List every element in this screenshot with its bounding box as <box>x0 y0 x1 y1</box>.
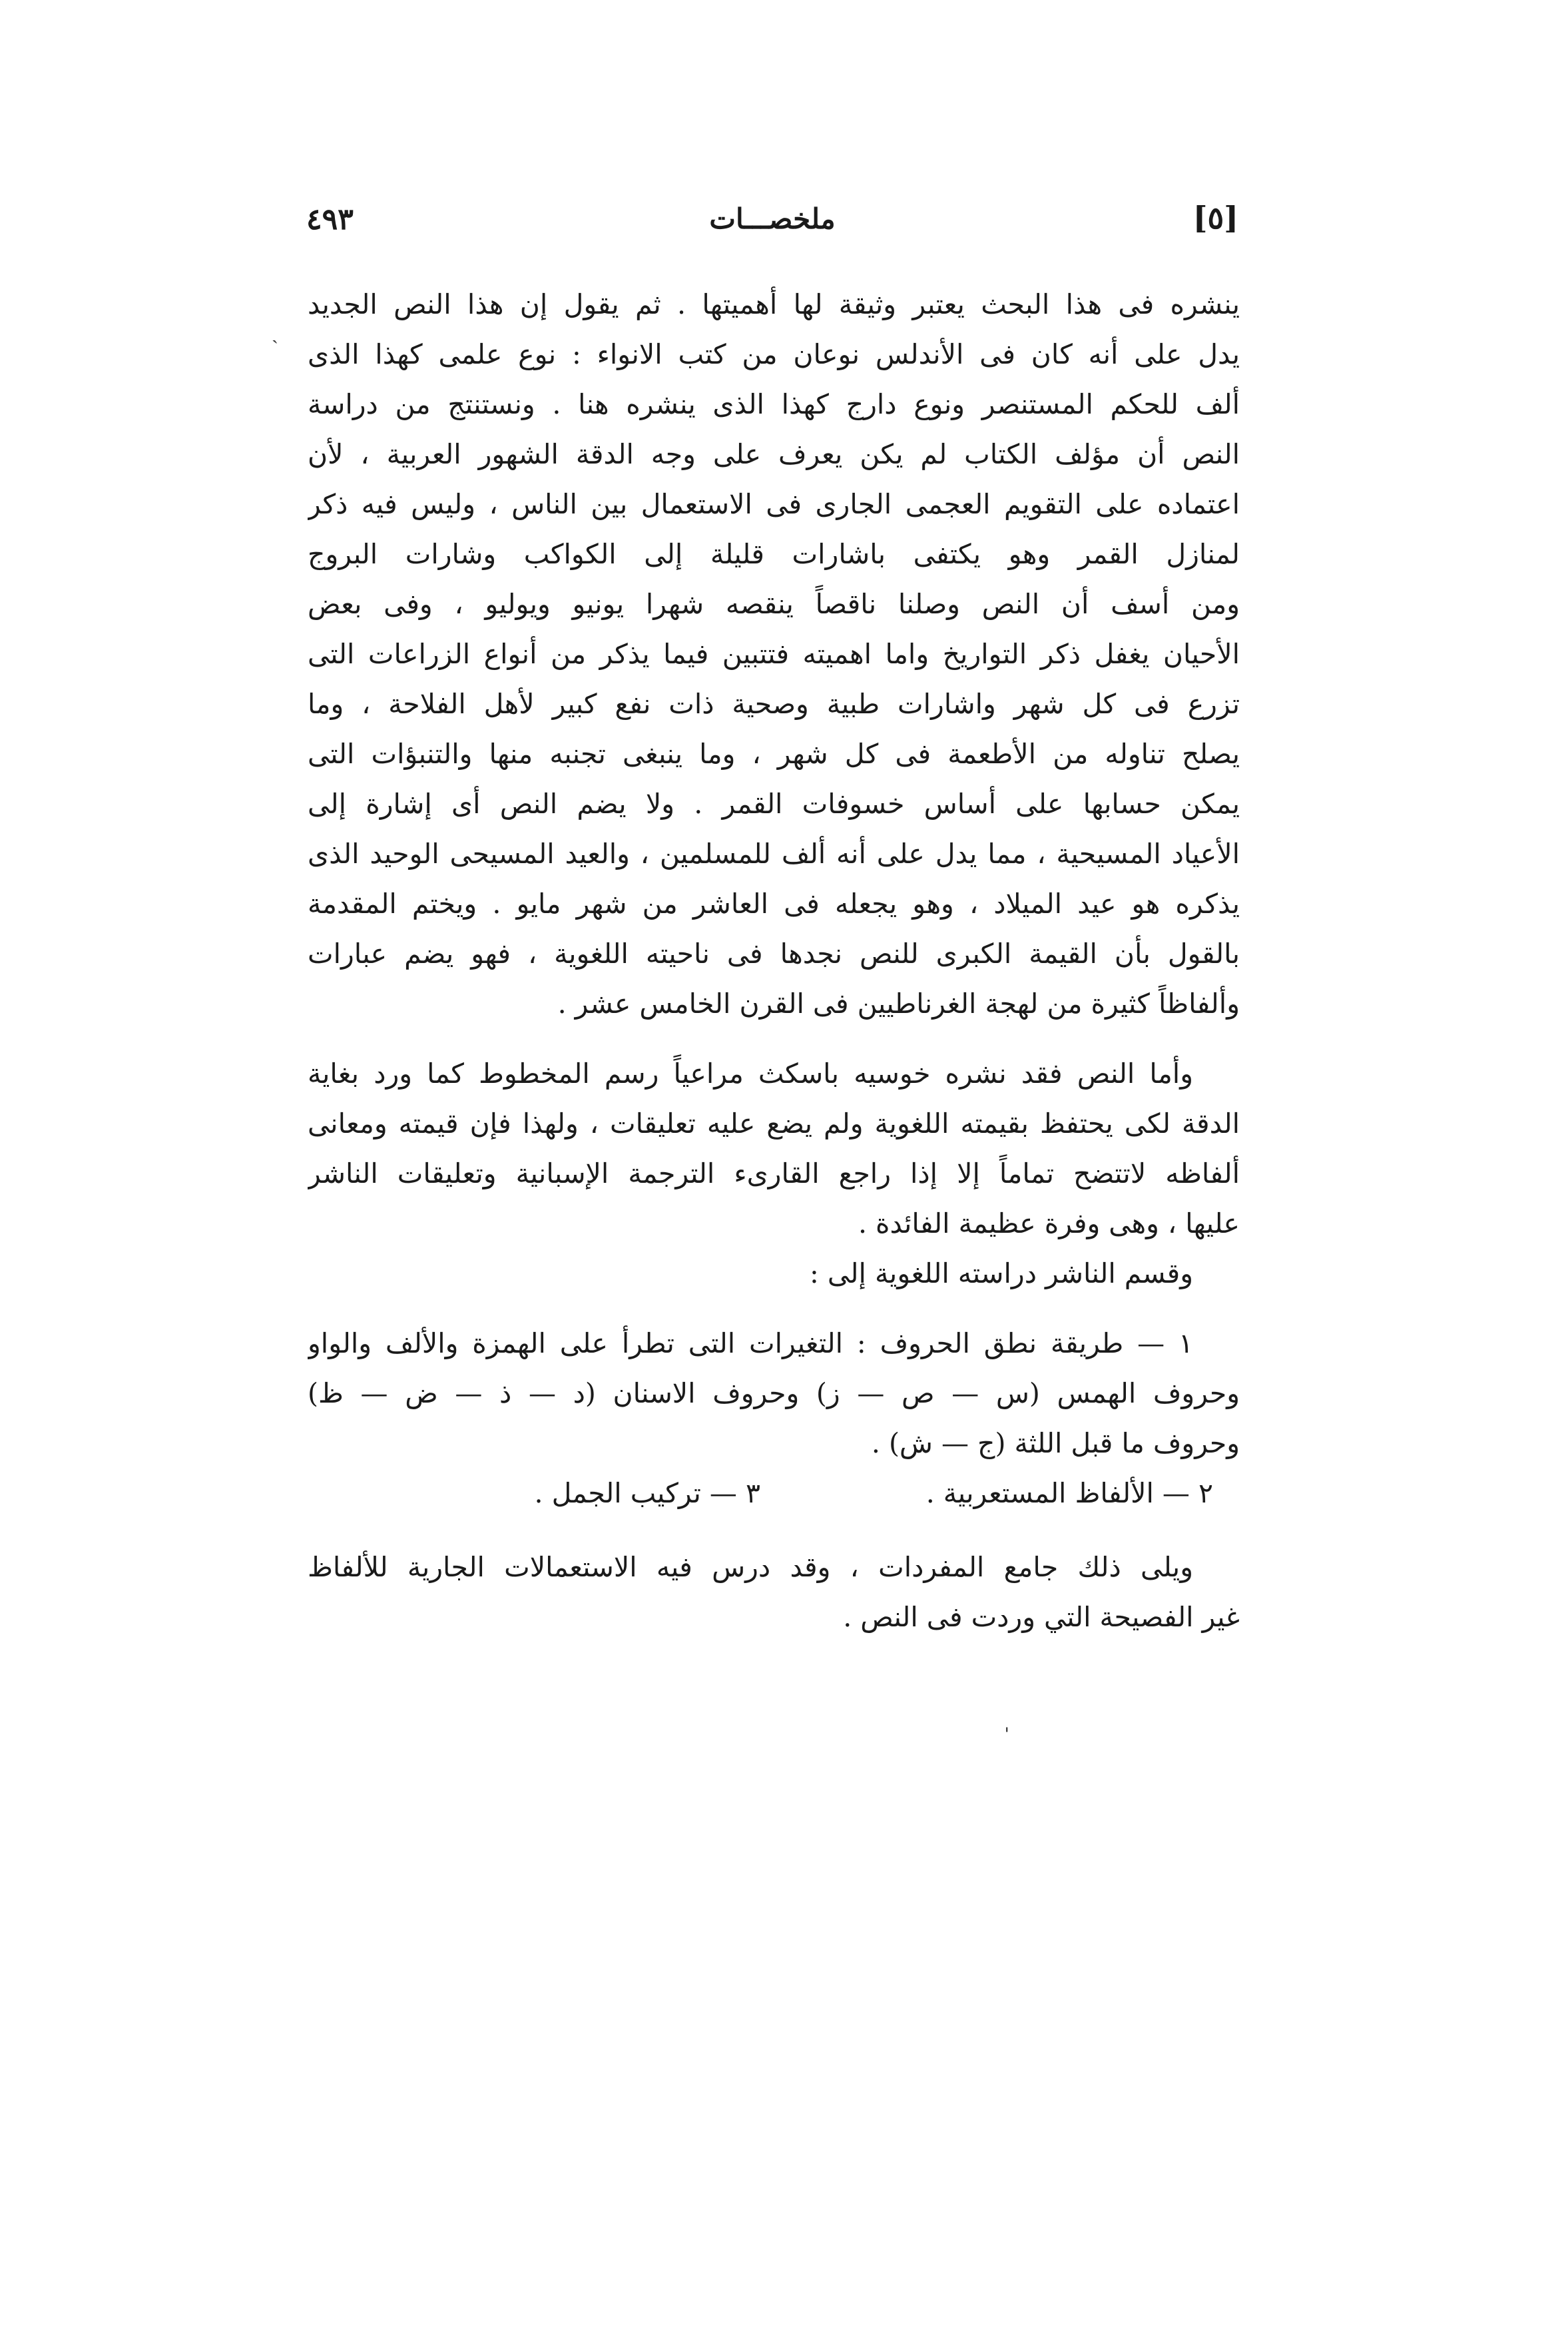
intro-line: وقسم الناشر دراسته اللغوية إلى : <box>810 1257 1193 1289</box>
page-number: ٤٩٣ <box>306 202 354 236</box>
text-line: غير الفصيحة التي وردت فى النص . <box>843 1601 1240 1633</box>
text-line: الأحيان يغفل ذكر التواريخ واما اهميته فتتبين فيما يذكر من أنواع الزراعات التى <box>308 638 1240 670</box>
text-line: النص أن مؤلف الكتاب لم يكن يعرف على وجه الدقة الشهور العربية ، لأن <box>308 438 1240 470</box>
paragraph-2 <box>308 1049 1240 1299</box>
stray-mark: ˎ <box>272 321 278 344</box>
list-item-1 <box>308 1319 1240 1469</box>
text-line: وألفاظاً كثيرة من لهجة الغرناطيين فى القرن الخامس عشر . <box>557 988 1240 1020</box>
text-line: اعتماده على التقويم العجمى الجارى فى الاستعمال بين الناس ، وليس فيه ذكر <box>308 488 1240 520</box>
text-line: ويلى ذلك جامع المفردات ، وقد درس فيه الاستعمالات الجارية للألفاظ <box>308 1551 1193 1583</box>
paragraph-3 <box>308 1542 1240 1642</box>
page-header <box>306 200 1238 253</box>
text-line: ألف للحكم المستنصر ونوع دارج كهذا الذى ينشره هنا . ونستنتج من دراسة <box>308 388 1240 420</box>
text-line: الأعياد المسيحية ، مما يدل على أنه ألف للمسلمين ، والعيد المسيحى الوحيد الذى <box>308 838 1240 870</box>
section-marker: [٥] <box>1192 200 1238 236</box>
text-line: الدقة لكى يحتفظ بقيمته اللغوية ولم يضع عليه تعليقات ، ولهذا فإن قيمته ومعانى <box>308 1108 1240 1140</box>
list-item-2: ٢ — الألفاظ المستعربية . <box>925 1477 1213 1509</box>
text-line: ألفاظه لاتتضح تماماً إلا إذا راجع القارىء الترجمة الإسبانية وتعليقات الناشر <box>308 1158 1240 1189</box>
paragraph-1 <box>308 280 1240 1029</box>
list-items-2-3 <box>308 1469 1240 1518</box>
text-line: ينشره فى هذا البحث يعتبر وثيقة لها أهميتها . ثم يقول إن هذا النص الجديد <box>308 288 1240 320</box>
page-body <box>308 280 1240 1642</box>
text-line: وحروف ما قبل اللثة (ج — ش) . <box>871 1427 1240 1459</box>
text-line: يذكره هو عيد الميلاد ، وهو يجعله فى العاشر من شهر مايو . ويختم المقدمة <box>308 888 1240 920</box>
running-title: ملخصـــات <box>709 202 836 235</box>
list-item-3: ٣ — تركيب الجمل . <box>534 1477 760 1509</box>
text-line: لمنازل القمر وهو يكتفى باشارات قليلة إلى الكواكب وشارات البروج <box>308 538 1240 570</box>
text-line: يصلح تناوله من الأطعمة فى كل شهر ، وما ينبغى تجنبه منها والتنبؤات التى <box>308 738 1240 770</box>
stray-mark: ˌ <box>1004 1712 1010 1735</box>
text-line: بالقول بأن القيمة الكبرى للنص نجدها فى ناحيته اللغوية ، فهو يضم عبارات <box>308 938 1240 970</box>
text-line: يدل على أنه كان فى الأندلس نوعان من كتب الانواء : نوع علمى كهذا الذى <box>308 338 1240 370</box>
text-line: وحروف الهمس (س — ص — ز) وحروف الاسنان (د — ذ — ض — ظ) <box>308 1377 1240 1409</box>
text-line: ومن أسف أن النص وصلنا ناقصاً ينقصه شهرا يونيو ويوليو ، وفى بعض <box>308 588 1240 620</box>
text-line: عليها ، وهى وفرة عظيمة الفائدة . <box>858 1207 1240 1239</box>
text-line: تزرع فى كل شهر واشارات طبية وصحية ذات نفع كبير لأهل الفلاحة ، وما <box>308 688 1240 720</box>
text-line: وأما النص فقد نشره خوسيه باسكث مراعياً رسم المخطوط كما ورد بغاية <box>308 1058 1193 1090</box>
text-line: يمكن حسابها على أساس خسوفات القمر . ولا يضم النص أى إشارة إلى <box>308 788 1240 820</box>
text-line: ١ — طريقة نطق الحروف : التغيرات التى تطرأ على الهمزة والألف والواو <box>308 1327 1193 1359</box>
